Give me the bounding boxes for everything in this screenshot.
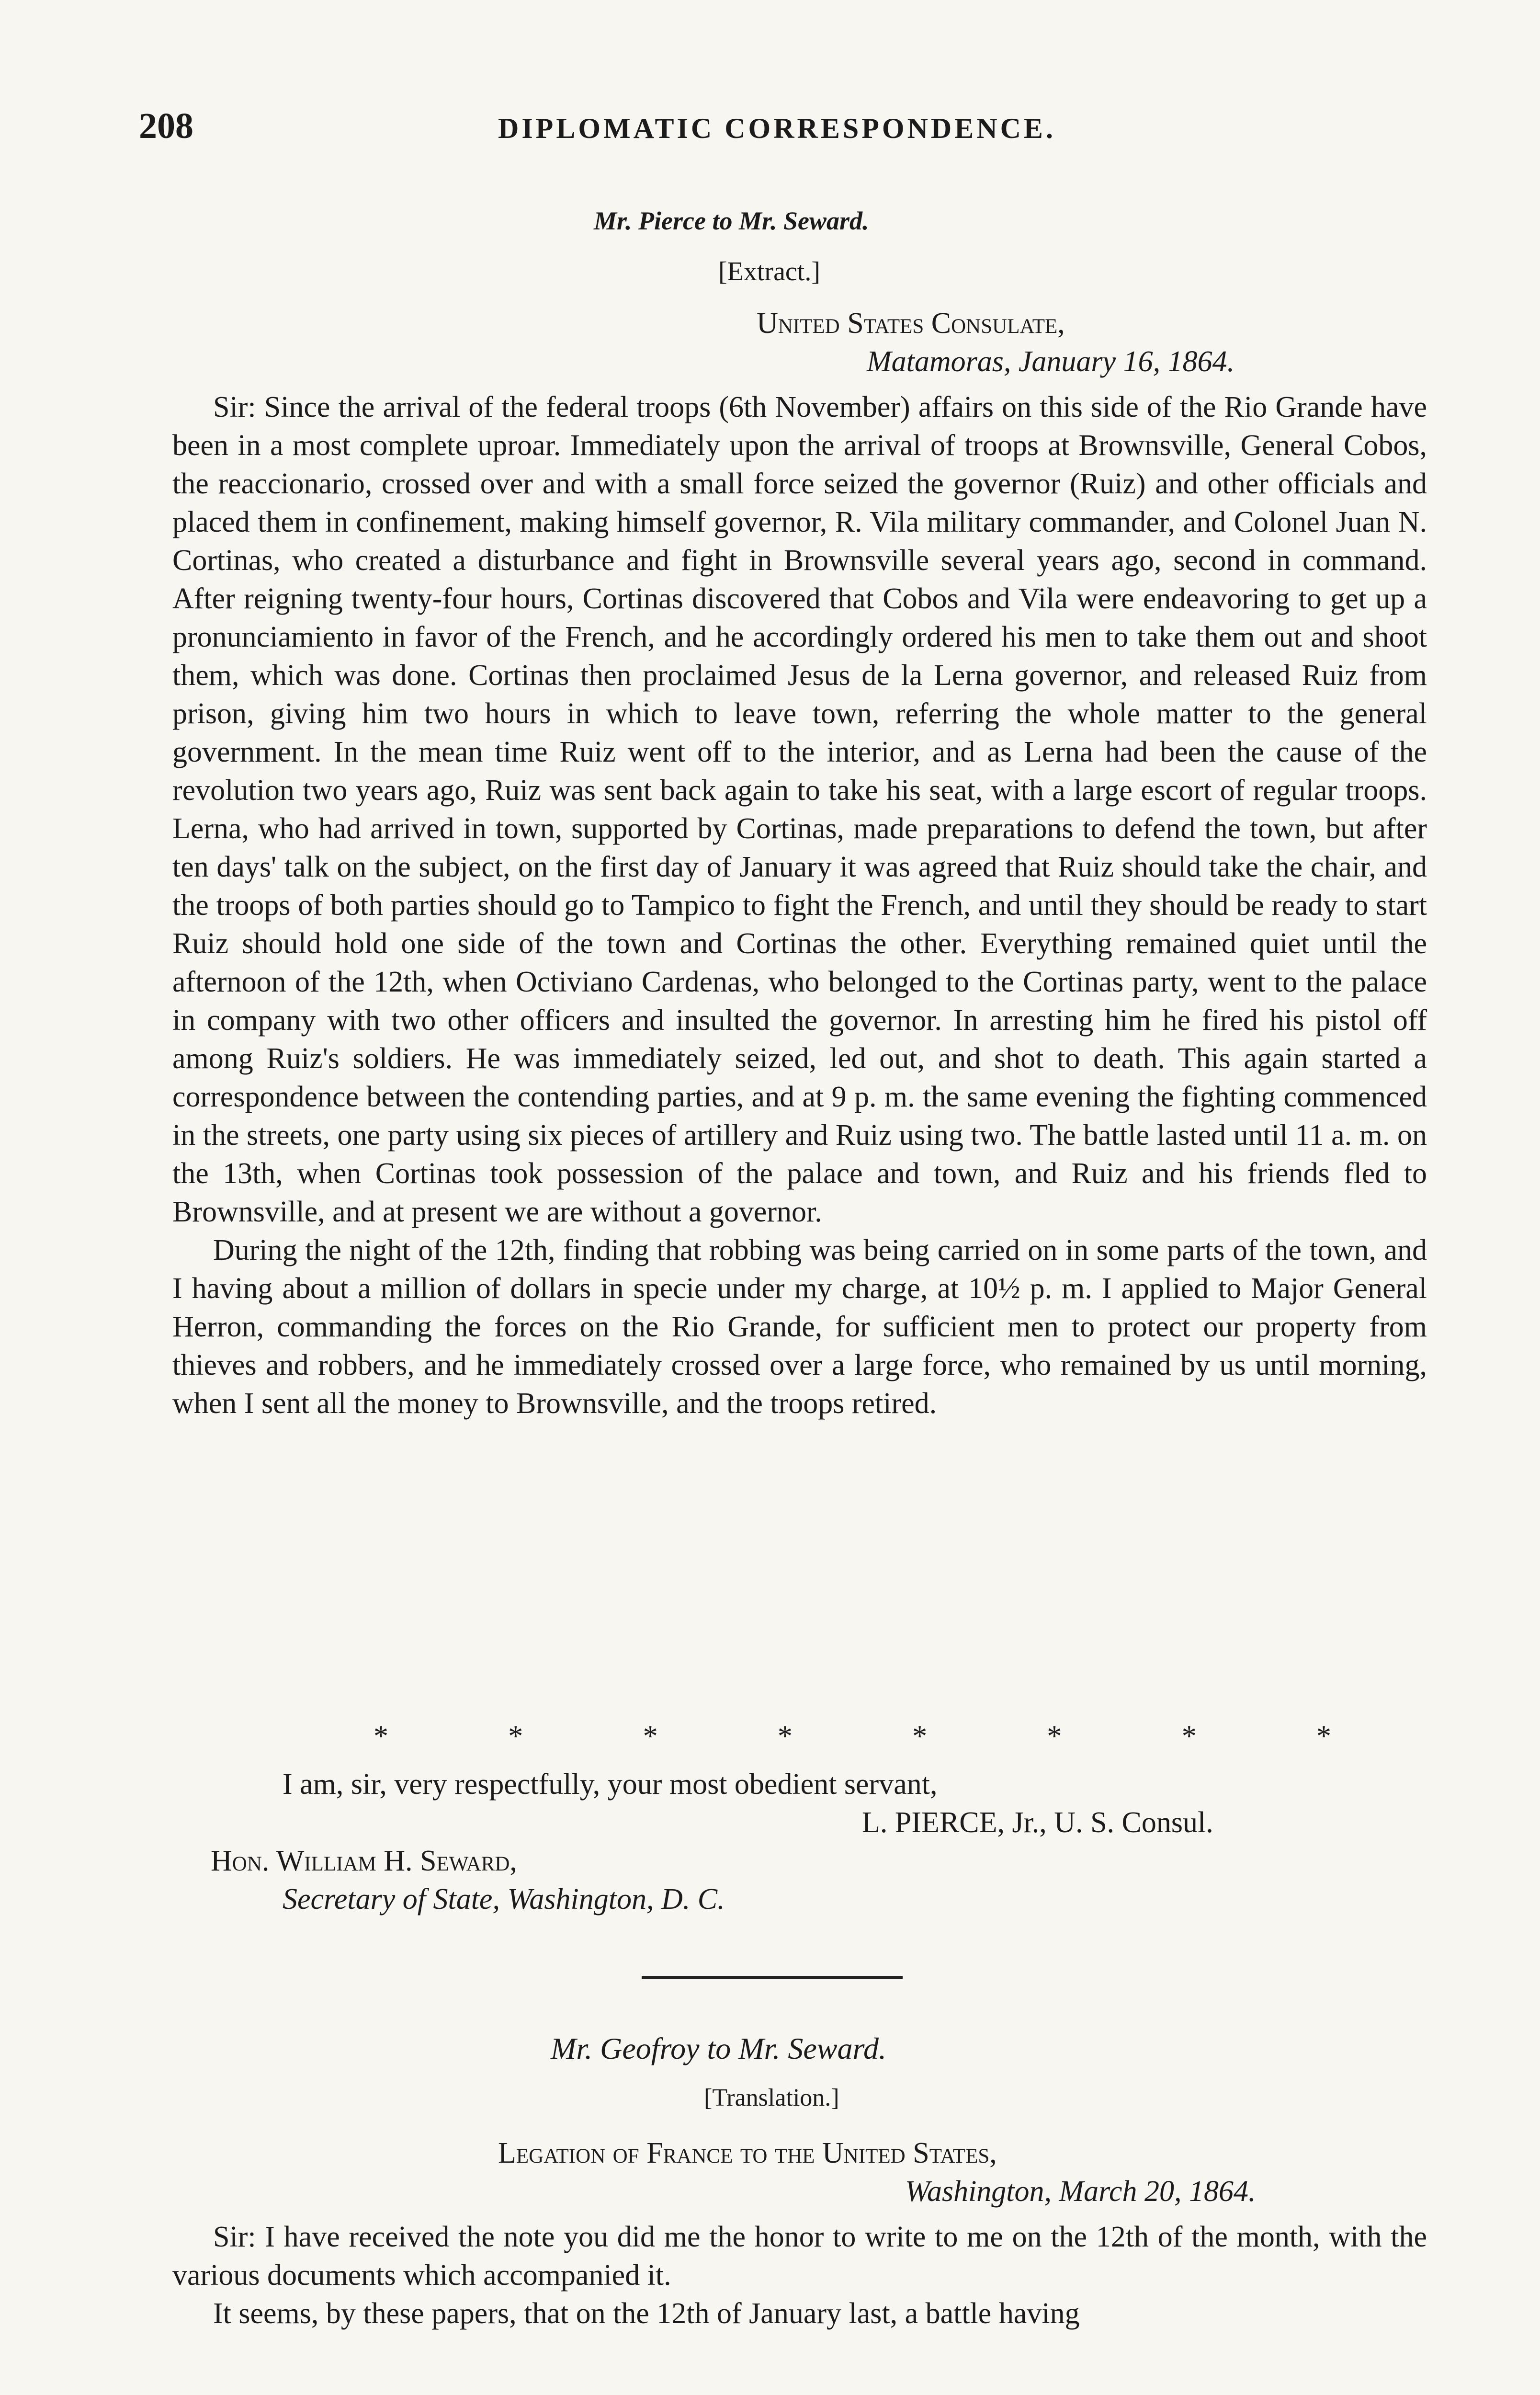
asterisk: * bbox=[374, 1720, 388, 1753]
page-header bbox=[139, 105, 1432, 148]
section-divider bbox=[642, 1976, 903, 1979]
omission-asterisks bbox=[374, 1720, 1331, 1754]
asterisk: * bbox=[508, 1720, 523, 1753]
letter2-paragraph-1: Sir: I have received the note you did me the honor to write to me on the 12th of the month, with the various documents which accompanied it. bbox=[172, 2221, 1427, 2292]
letter1-office: United States Consulate, bbox=[757, 307, 1065, 340]
page-number: 208 bbox=[139, 106, 193, 146]
letter1-addressee-title: Secretary of State, Washington, D. C. bbox=[283, 1883, 725, 1916]
asterisk: * bbox=[1181, 1720, 1197, 1753]
letter1-note: [Extract.] bbox=[718, 257, 820, 286]
letter1-paragraph-1: Sir: Since the arrival of the federal troops (6th November) affairs on this side of the Rio Grande have been in a most complete uproar. Immediately upon the arrival of troops at Brownsville, General Cobos, the reaccionario, crossed over and with a small force seized the governor (Ruiz) and other officials and placed them in confinement, making himself governor, R. Vila military commander, and Colonel Juan N. Cortinas, who created a disturbance and fight in Brownsville several years ago, second in command. After reigning twenty-four hours, Cortinas discovered that Cobos and Vila were endeavoring to get up a pronunciamiento in favor of the French, and he accordingly ordered his men to take them out and shoot them, which was done. Cortinas then proclaimed Jesus de la Lerna governor, and released Ruiz from prison, giving him two hours in which to leave town, referring the whole matter to the general government. In the mean time Ruiz went off to the interior, and as Lerna had been the cause of the revolution two years ago, Ruiz was sent back again to take his seat, with a large escort of regular troops. Lerna, who had arrived in town, supported by Cortinas, made preparations to defend the town, but after ten days' talk on the subject, on the first day of January it was agreed that Ruiz should take the chair, and the troops of both parties should go to Tampico to fight the French, and until they should be ready to start Ruiz should hold one side of the town and Cortinas the other. Everything remained quiet until the afternoon of the 12th, when Octiviano Cardenas, who belonged to the Cortinas party, went to the palace in company with two other officers and insulted the governor. In arresting him he fired his pistol off among Ruiz's soldiers. He was immediately seized, led out, and shot to death. This again started a correspondence between the contending parties, and at 9 p. m. the same evening the fighting commenced in the streets, one party using six pieces of artillery and Ruiz using two. The battle lasted until 11 a. m. on the 13th, when Cortinas took possession of the palace and town, and Ruiz and his friends fled to Brownsville, and at present we are without a governor. bbox=[172, 391, 1427, 1228]
letter1-body bbox=[172, 388, 1427, 1423]
asterisk: * bbox=[643, 1720, 658, 1753]
asterisk: * bbox=[777, 1720, 793, 1753]
letter1-place-date: Matamoras, January 16, 1864. bbox=[867, 345, 1235, 378]
asterisk: * bbox=[1047, 1720, 1062, 1753]
letter2-office: Legation of France to the United States, bbox=[498, 2137, 997, 2169]
letter2-body bbox=[172, 2218, 1427, 2333]
letter1-closing: I am, sir, very respectfully, your most obedient servant, bbox=[283, 1768, 938, 1801]
letter2-note: [Translation.] bbox=[704, 2084, 839, 2111]
letter1-addressee-name: Hon. William H. Seward, bbox=[211, 1845, 517, 1877]
running-head: DIPLOMATIC CORRESPONDENCE. bbox=[498, 113, 1056, 144]
asterisk: * bbox=[1316, 1720, 1331, 1753]
letter1-paragraph-2: During the night of the 12th, finding that robbing was being carried on in some parts of the town, and I having about a million of dollars in specie under my charge, at 10½ p. m. I applied to Major General Herron, commanding the forces on the Rio Grande, for sufficient men to protect our property from thieves and robbers, and he immediately crossed over a large force, who remained by us until morning, when I sent all the money to Brownsville, and the troops retired. bbox=[172, 1234, 1427, 1420]
letter2-title: Mr. Geofroy to Mr. Seward. bbox=[551, 2031, 886, 2065]
letter2-place-date: Washington, March 20, 1864. bbox=[905, 2175, 1256, 2208]
letter1-title: Mr. Pierce to Mr. Seward. bbox=[594, 206, 869, 235]
asterisk: * bbox=[912, 1720, 928, 1753]
letter1-signature: L. PIERCE, Jr., U. S. Consul. bbox=[862, 1806, 1213, 1839]
letter2-paragraph-2: It seems, by these papers, that on the 12th of January last, a battle having bbox=[213, 2297, 1080, 2330]
